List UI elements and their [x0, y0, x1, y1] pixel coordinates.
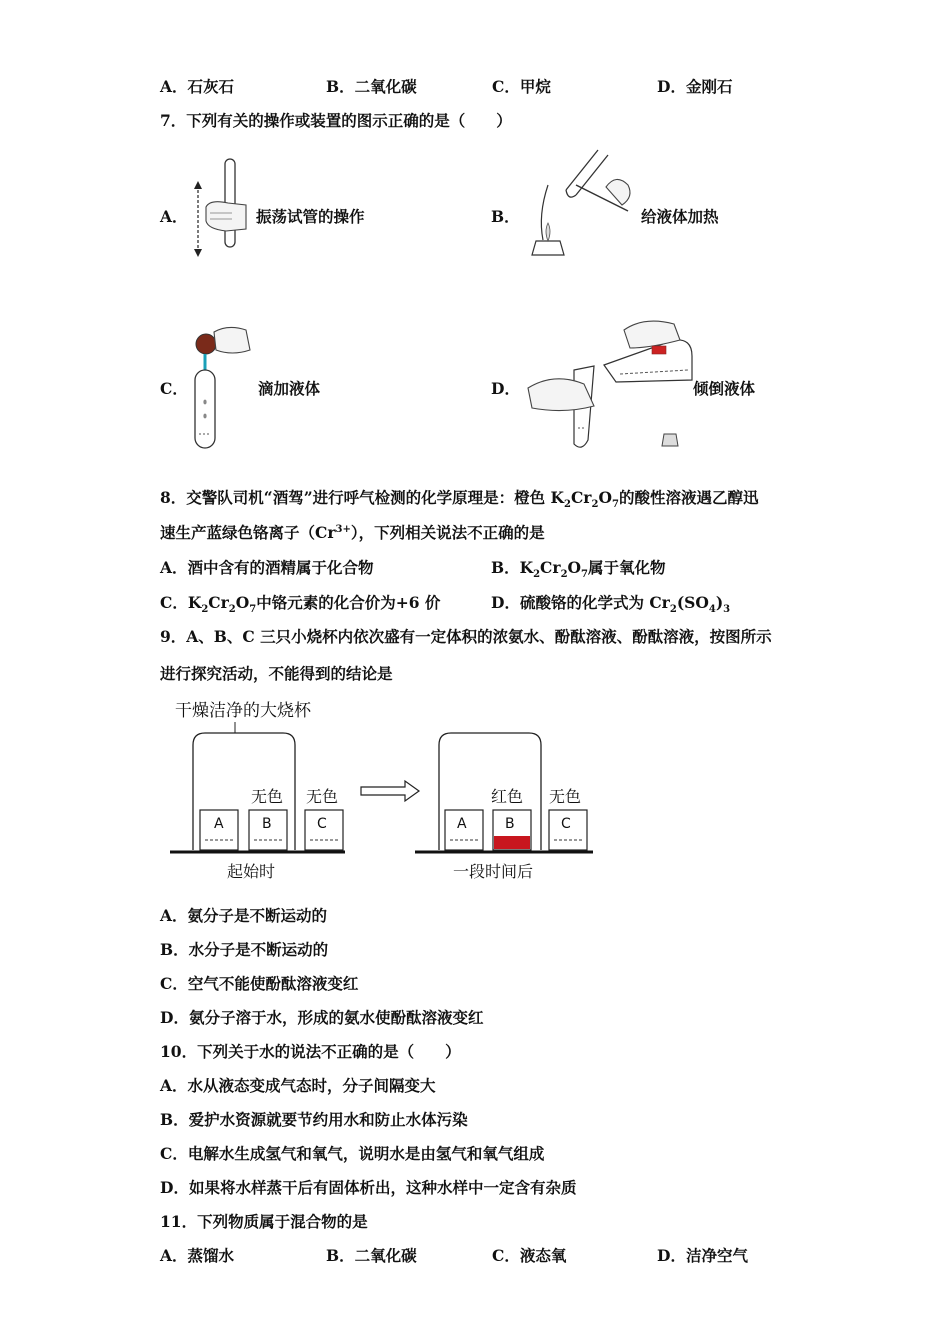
ammonia-diffusion-diagram — [165, 695, 605, 890]
left-b-colorless: 无色 — [251, 787, 284, 806]
q11-option-c: C．液态氧 — [492, 1246, 567, 1265]
q11-option-a: A．蒸馏水 — [160, 1246, 235, 1265]
q8-stem-line1: 8．交警队司机“酒驾”进行呼气检测的化学原理是：橙色 $K_2Cr_2O_7$的酸性溶液遇乙醇迅 — [160, 488, 759, 511]
beaker-c-label-after: C — [561, 816, 571, 832]
q8-option-c: C．$K_2Cr_2O_7$中铬元素的化合价为+6 价 — [160, 593, 441, 616]
beaker-b-label: B — [262, 816, 272, 832]
q7-stem: 7．下列有关的操作或装置的图示正确的是（ ） — [160, 111, 512, 130]
q8-option-d: D．硫酸铬的化学式为 $Cr_2(SO_4)_3$ — [491, 593, 731, 616]
q7-d-label: D． — [491, 379, 520, 398]
q6-option-b: B．二氧化碳 — [326, 77, 417, 96]
q9-option-a: A．氨分子是不断运动的 — [160, 906, 328, 925]
right-c-colorless: 无色 — [549, 787, 582, 806]
dropping-liquid-figure — [188, 320, 258, 455]
q10-option-a: A．水从液态变成气态时，分子间隔变大 — [160, 1076, 436, 1095]
q9-option-b: B．水分子是不断运动的 — [160, 940, 329, 959]
q11-stem: 11．下列物质属于混合物的是 — [160, 1212, 368, 1231]
beaker-c-label: C — [317, 816, 327, 832]
q7-c-label: C． — [160, 379, 188, 398]
shaking-test-tube-figure — [188, 155, 253, 260]
q6-option-c: C．甲烷 — [492, 77, 551, 96]
q10-option-c: C．电解水生成氢气和氧气，说明水是由氢气和氧气组成 — [160, 1144, 545, 1163]
q7-c-caption: 滴加液体 — [258, 379, 321, 398]
left-c-colorless: 无色 — [306, 787, 339, 806]
q9-option-d: D．氨分子溶于水，形成的氨水使酚酞溶液变红 — [160, 1008, 484, 1027]
beaker-b-label-after: B — [505, 816, 515, 832]
q7-d-caption: 倾倒液体 — [693, 379, 756, 398]
beaker-a-label: A — [214, 816, 224, 832]
right-b-red: 红色 — [491, 787, 524, 806]
q10-option-b: B．爱护水资源就要节约用水和防止水体污染 — [160, 1110, 468, 1129]
q7-b-caption: 给液体加热 — [641, 207, 719, 226]
q8-option-a: A．酒中含有的酒精属于化合物 — [160, 558, 374, 577]
diagram-top-label: 干燥洁净的大烧杯 — [175, 701, 311, 721]
start-label: 起始时 — [227, 862, 276, 881]
pouring-liquid-figure — [524, 310, 699, 455]
q11-option-d: D．洁净空气 — [657, 1246, 748, 1265]
q9-stem-line1: 9．A、B、C 三只小烧杯内依次盛有一定体积的浓氨水、酚酞溶液、酚酞溶液，按图所示 — [160, 627, 772, 646]
q10-option-d: D．如果将水样蒸干后有固体析出，这种水样中一定含有杂质 — [160, 1178, 577, 1197]
q7-a-caption: 振荡试管的操作 — [256, 207, 365, 226]
q9-option-c: C．空气不能使酚酞溶液变红 — [160, 974, 359, 993]
q8-option-b: B．$K_2Cr_2O_7$属于氧化物 — [491, 558, 666, 581]
q11-option-b: B．二氧化碳 — [326, 1246, 417, 1265]
beaker-a-label-after: A — [457, 816, 467, 832]
q10-stem: 10．下列关于水的说法不正确的是（ ） — [160, 1042, 461, 1061]
q9-stem-line2: 进行探究活动，不能得到的结论是 — [160, 664, 393, 683]
q6-option-a: A．石灰石 — [160, 77, 235, 96]
q6-option-d: D．金刚石 — [657, 77, 733, 96]
heating-liquid-figure — [518, 145, 638, 263]
after-label: 一段时间后 — [453, 862, 534, 881]
q8-stem-line2: 速生产蓝绿色铬离子$(Cr^{3+})$，下列相关说法不正确的是 — [160, 523, 545, 542]
q7-b-label: B． — [491, 207, 520, 226]
q7-a-label: A． — [160, 207, 188, 226]
